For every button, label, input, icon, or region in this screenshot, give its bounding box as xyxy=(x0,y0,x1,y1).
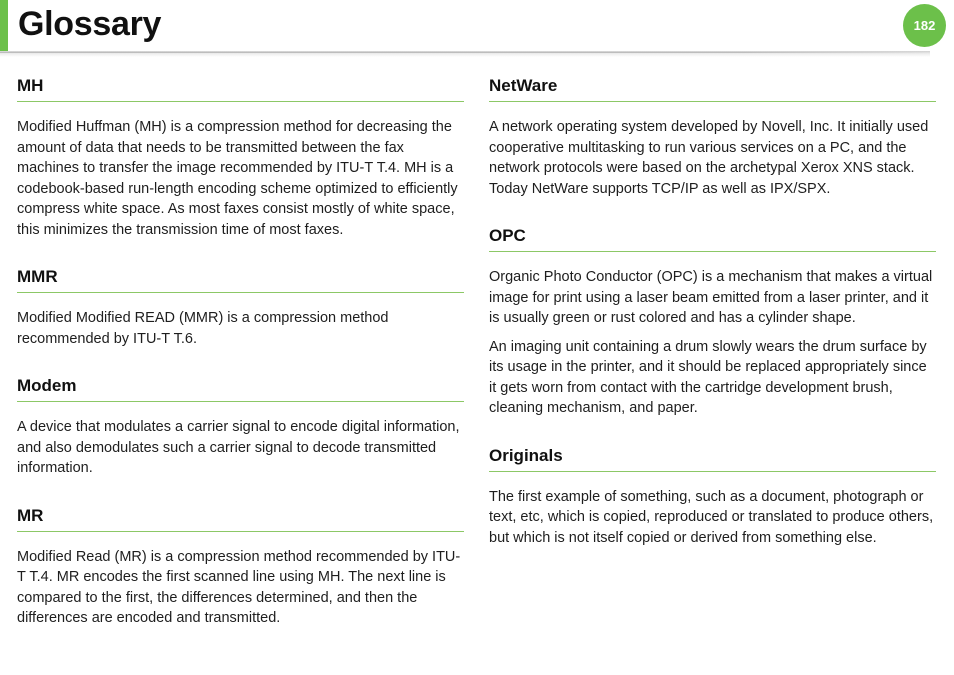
entry-term: Originals xyxy=(489,444,936,472)
definition-paragraph: The first example of something, such as a document, photograph or text, etc, which is copied, reproduced or translated to produce others, but which is not itself copied or derived from something else. xyxy=(489,488,934,546)
entry-definition xyxy=(489,487,936,549)
definition-paragraph: Modified Read (MR) is a compression method recommended by ITU-T T.4. MR encodes the first scanned line using MH. The next line is compared to the first, the differences determined, and then the differences are encoded and transmitted. xyxy=(17,548,461,626)
entry-term: OPC xyxy=(489,224,936,252)
definition-paragraph: Modified Huffman (MH) is a compression method for decreasing the amount of data that needs to be transmitted between the fax machines to transfer the image recommended by ITU-T T.4. MH is a codebook-based run-length encoding scheme optimized to efficiently compress white space. As most faxes consist mostly of white space, this minimizes the transmission time of most faxes. xyxy=(17,119,458,238)
definition-paragraph: An imaging unit containing a drum slowly wears the drum surface by its usage in the printer, and it should be replaced appropriately since it gets worn from contact with the cartridge development brush, cleaning mechanism, and paper. xyxy=(489,338,927,416)
glossary-entry-modem xyxy=(17,374,464,479)
definition-paragraph: A device that modulates a carrier signal to encode digital information, and also demodulates such a carrier signal to decode transmitted information. xyxy=(17,419,460,476)
header-accent-bar xyxy=(0,0,8,52)
left-column xyxy=(17,74,464,629)
entry-definition xyxy=(17,308,464,349)
glossary-entry-netware xyxy=(489,74,936,199)
glossary-entry-mmr xyxy=(17,265,464,349)
glossary-entry-mr xyxy=(17,504,464,629)
header-divider xyxy=(0,52,930,53)
right-column xyxy=(489,74,936,548)
entry-term: NetWare xyxy=(489,74,936,102)
entry-term: Modem xyxy=(17,374,464,402)
glossary-entry-originals xyxy=(489,444,936,549)
entry-definition xyxy=(489,117,936,199)
entry-definition xyxy=(17,417,464,479)
definition-paragraph: Organic Photo Conductor (OPC) is a mechanism that makes a virtual image for print using a laser beam emitted from a laser printer, and it is usually green or rust colored and has a cylinder shape. xyxy=(489,269,933,326)
glossary-entry-opc xyxy=(489,224,936,419)
page-number-badge: 182 xyxy=(903,4,946,47)
page-title: Glossary xyxy=(18,5,162,43)
entry-definition xyxy=(489,267,936,419)
glossary-entry-mh xyxy=(17,74,464,240)
entry-term: MR xyxy=(17,504,464,532)
entry-definition xyxy=(17,117,464,240)
definition-paragraph: Modified Modified READ (MMR) is a compression method recommended by ITU-T T.6. xyxy=(17,310,389,347)
entry-term: MMR xyxy=(17,265,464,293)
entry-term: MH xyxy=(17,74,464,102)
entry-definition xyxy=(17,547,464,629)
definition-paragraph: A network operating system developed by Novell, Inc. It initially used cooperative multitasking to run various services on a PC, and the network protocols were based on the archetypal Xerox XNS stack. Today NetWare supports TCP/IP as well as IPX/SPX. xyxy=(489,119,929,197)
